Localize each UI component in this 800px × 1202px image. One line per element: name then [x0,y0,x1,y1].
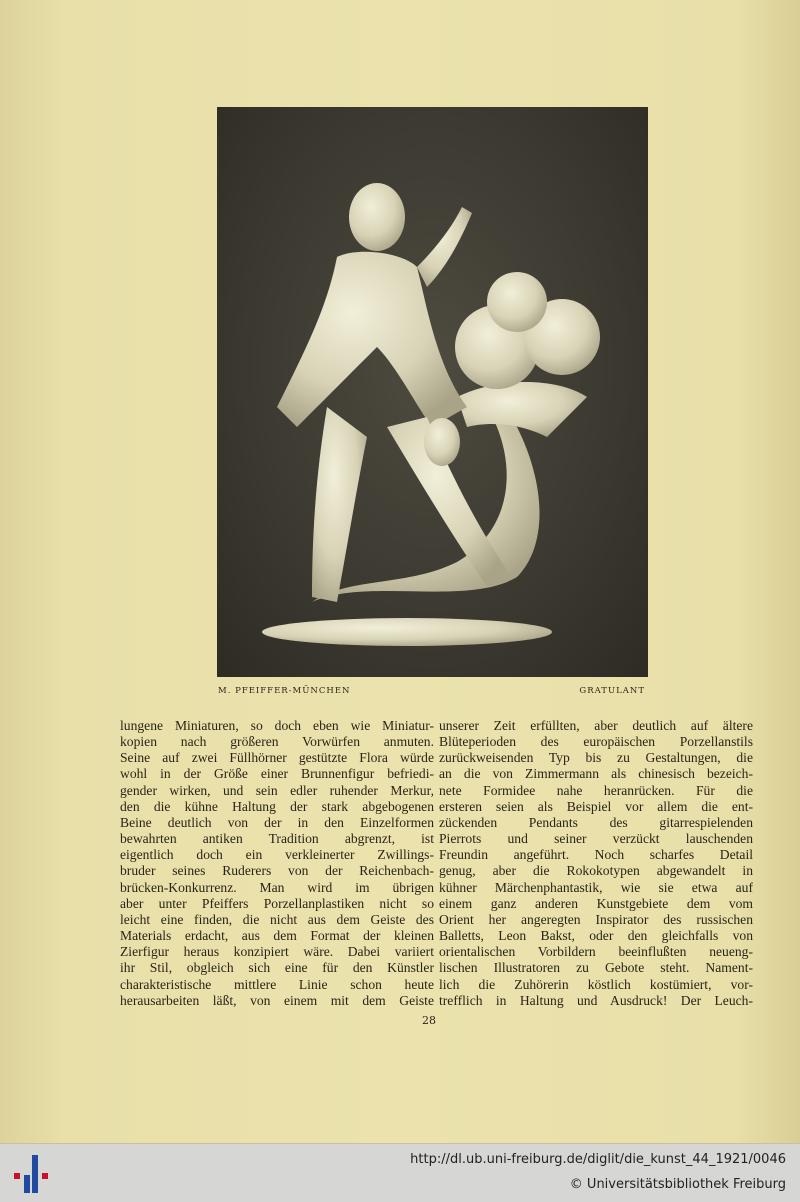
text-line: gender wirken, und sein edler ruhender Merkur, [120,782,434,798]
page-number: 28 [422,1014,436,1027]
text-line: Beine deutlich von der in den Einzelformen [120,814,434,830]
text-line: eigentlich doch ein verkleinerter Zwillings- [120,847,434,863]
text-line: bewahrten antiken Tradition abgrenzt, ist [120,831,434,847]
text-column-right [439,718,753,1009]
text-column-left [120,718,434,1009]
text-line: wohl in der Größe einer Brunnenfigur befriedi- [120,766,434,782]
text-line: Orient her angeregten Inspirator des russischen [439,911,753,927]
text-line: lungene Miniaturen, so doch eben wie Miniatur- [120,718,434,733]
text-line: Seine auf zwei Füllhörner gestützte Flora würde [120,750,434,766]
text-line: Pierrots und seiner verzückt lauschenden [439,831,753,847]
text-line: Blüteperioden des europäischen Porzellanstils [439,734,753,750]
text-line: aber unter Pfeiffers Porzellanplastiken nicht so [120,895,434,911]
plate-caption-artist: M. PFEIFFER-MÜNCHEN [218,686,351,696]
text-line: orientalischen Vorbildern beeinflußten neueng- [439,944,753,960]
text-line: Balletts, Leon Bakst, oder den gleichfalls von [439,928,753,944]
figure-head [349,183,405,251]
text-line: Freundin angeführt. Noch scharfes Detail [439,847,753,863]
figure-raised-arm [417,207,472,287]
text-line: ihr Stil, obgleich sich eine für den Künstler [120,960,434,976]
text-line: zurückweisenden Typ bis zu Gestaltungen, die [439,750,753,766]
cornucopia-mouth [457,382,587,437]
text-line: unserer Zeit erfüllten, aber deutlich auf ältere [439,718,753,733]
text-line: lischen Illustratoren zu Gebote steht. Nament- [439,960,753,976]
text-line: ersteren seien als Beispiel vor allem die ent- [439,798,753,814]
figure-held-cup [424,418,460,466]
text-line: einem ganz anderen Kunstgebiete dem vom [439,895,753,911]
text-line: leicht eine finden, die nicht aus dem Geiste des [120,911,434,927]
text-line: nete Formidee nahe heranrücken. Für die [439,782,753,798]
flower-bud [487,272,547,332]
text-line: charakteristische mittlere Linie schon heute [120,976,434,992]
logo-blue-bar-tall [32,1155,38,1193]
copyright-notice: © Universitätsbibliothek Freiburg [569,1177,786,1192]
text-line: kopien nach größeren Vorwürfen anmuten. [120,734,434,750]
text-line: genug, aber die Rokokotypen abgewandelt in [439,863,753,879]
permalink-url[interactable]: http://dl.ub.uni-freiburg.de/diglit/die_kunst_44_1921/0046 [410,1152,786,1167]
text-line: kühner Märchenphantastik, wie sie etwa auf [439,879,753,895]
plate-caption-title: GRATULANT [579,686,645,696]
logo-red-square-right [42,1173,48,1179]
text-line: Materials erdacht, aus dem Format der kleinen [120,928,434,944]
text-line: trefflich in Haltung und Ausdruck! Der Leuch- [439,992,753,1008]
figure-torso [277,252,467,427]
text-line: brücken-Konkurrenz. Man wird im übrigen [120,879,434,895]
figure-left-leg [312,407,367,602]
plate-photograph-porcelain-figure [217,107,648,677]
text-line: lich die Zuhörerin köstlich kostümiert, vor- [439,976,753,992]
logo-red-square-left [14,1173,20,1179]
logo-blue-bar-short [24,1175,30,1193]
text-line: zückenden Pendants des gitarrespielenden [439,814,753,830]
text-line: bruder seines Ruderers von der Reichenbach- [120,863,434,879]
text-line: Zierfigur heraus konzipiert wäre. Dabei variiert [120,944,434,960]
porcelain-figure-image [217,107,648,677]
figure-base [262,618,552,646]
library-footer-bar [0,1143,800,1202]
text-line: an die von Zimmermann als chinesisch bezeich- [439,766,753,782]
text-line: den die kühne Haltung der stark abgebogenen [120,798,434,814]
text-line: herausarbeiten läßt, von einem mit dem Geiste [120,992,434,1008]
ub-freiburg-logo-icon [12,1153,52,1195]
